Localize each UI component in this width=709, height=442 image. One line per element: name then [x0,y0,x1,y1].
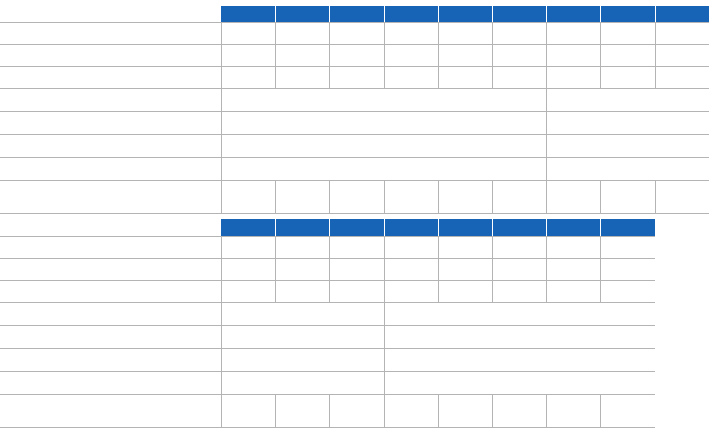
value-cell [655,22,709,44]
value-cell [384,258,438,280]
value-cell [492,280,546,302]
model-header-cell [275,6,329,22]
grid-line [221,258,222,280]
row-label [0,236,170,258]
grid-line [329,6,330,22]
merged-value-cell [221,88,546,111]
model-header-cell [655,6,709,22]
row-label [0,371,170,394]
grid-line [221,325,222,348]
value-cell [600,394,654,427]
value-cell [438,22,492,44]
row-label [0,258,170,280]
merged-value-cell [221,325,384,348]
grid-line [221,22,222,44]
value-cell [492,394,546,427]
value-cell [221,66,275,88]
merged-value-cell [221,111,546,134]
value-cell [546,22,600,44]
unit-cell [170,348,221,371]
model-header-cell [275,219,329,236]
grid-line [221,280,222,302]
row-label [0,134,170,157]
grid-line [221,302,222,325]
grid-line [221,134,222,157]
value-cell [438,180,492,213]
value-cell [546,66,600,88]
merged-value-cell [546,134,709,157]
model-header-cell [329,219,383,236]
grid-line [384,6,385,22]
grid-line [221,66,222,88]
value-cell [546,180,600,213]
value-cell [384,280,438,302]
grid-line [221,180,222,213]
unit-cell [170,371,221,394]
model-header-cell [546,6,600,22]
merged-value-cell [221,302,384,325]
row-label [0,22,170,44]
unit-cell [170,111,221,134]
grid-line [329,219,330,236]
merged-value-cell [221,348,384,371]
model-header-cell [384,6,438,22]
grid-line [221,44,222,66]
value-cell [221,44,275,66]
value-cell [492,180,546,213]
model-header-cell [546,219,600,236]
value-cell [492,22,546,44]
row-label [0,66,170,88]
value-cell [329,22,383,44]
unit-cell [170,394,221,427]
value-cell [492,258,546,280]
value-cell [329,236,383,258]
model-header-cell [221,219,275,236]
grid-line [221,371,222,394]
grid-line [221,157,222,180]
row-label [0,394,170,427]
unit-cell [170,258,221,280]
value-cell [329,44,383,66]
value-cell [221,258,275,280]
model-header-cell [600,219,654,236]
value-cell [600,236,654,258]
unit-cell [170,180,221,213]
value-cell [221,236,275,258]
value-cell [384,22,438,44]
value-cell [329,258,383,280]
grid-line [0,427,655,428]
value-cell [546,236,600,258]
merged-value-cell [384,325,655,348]
value-cell [492,44,546,66]
value-cell [546,258,600,280]
value-cell [438,258,492,280]
row-label [0,88,170,111]
grid-line [0,22,709,23]
grid-line [221,111,222,134]
value-cell [329,66,383,88]
merged-value-cell [221,157,546,180]
model-header-cell [438,6,492,22]
grid-line [275,219,276,236]
value-cell [546,280,600,302]
unit-cell [170,236,221,258]
value-cell [600,66,654,88]
grid-line [546,6,547,22]
value-cell [384,236,438,258]
unit-cell [170,134,221,157]
merged-value-cell [384,302,655,325]
merged-value-cell [221,134,546,157]
row-label [0,302,170,325]
merged-value-cell [546,88,709,111]
model-header-cell [600,6,654,22]
value-cell [655,180,709,213]
value-cell [221,280,275,302]
model-header-cell [492,219,546,236]
unit-cell [170,44,221,66]
value-cell [600,44,654,66]
grid-line [546,219,547,236]
grid-line [221,236,222,258]
merged-value-cell [546,111,709,134]
value-cell [384,44,438,66]
value-cell [275,394,329,427]
grid-line [221,88,222,111]
value-cell [221,394,275,427]
value-cell [384,180,438,213]
grid-line [600,219,601,236]
merged-value-cell [384,348,655,371]
value-cell [655,44,709,66]
row-label [0,44,170,66]
row-label [0,180,170,213]
value-cell [492,236,546,258]
value-cell [492,66,546,88]
merged-value-cell [546,157,709,180]
value-cell [600,22,654,44]
value-cell [655,66,709,88]
model-header-cell [221,6,275,22]
value-cell [221,180,275,213]
grid-line [655,6,656,22]
grid-line [0,236,655,237]
value-cell [275,180,329,213]
value-cell [546,394,600,427]
row-label [0,111,170,134]
unit-cell [170,325,221,348]
grid-line [221,348,222,371]
grid-line [600,6,601,22]
value-cell [275,258,329,280]
unit-cell [170,66,221,88]
value-cell [546,44,600,66]
unit-cell [170,157,221,180]
value-cell [329,394,383,427]
row-label [0,157,170,180]
unit-cell [170,280,221,302]
value-cell [275,280,329,302]
value-cell [438,394,492,427]
value-cell [438,280,492,302]
row-label [0,280,170,302]
value-cell [329,180,383,213]
grid-line [438,219,439,236]
value-cell [329,280,383,302]
value-cell [275,44,329,66]
model-header-cell [492,6,546,22]
grid-line [275,6,276,22]
grid-line [221,394,222,427]
value-cell [384,66,438,88]
value-cell [384,394,438,427]
merged-value-cell [384,371,655,394]
value-cell [600,280,654,302]
value-cell [438,236,492,258]
model-header-cell [329,6,383,22]
unit-cell [170,88,221,111]
value-cell [221,22,275,44]
grid-line [438,6,439,22]
value-cell [600,258,654,280]
value-cell [438,44,492,66]
value-cell [438,66,492,88]
value-cell [600,180,654,213]
grid-line [492,219,493,236]
value-cell [275,66,329,88]
value-cell [275,236,329,258]
value-cell [275,22,329,44]
row-label [0,348,170,371]
merged-value-cell [221,371,384,394]
model-header-cell [438,219,492,236]
grid-line [0,213,709,214]
model-header-cell [384,219,438,236]
grid-line [384,219,385,236]
row-label [0,325,170,348]
unit-cell [170,22,221,44]
unit-cell [170,302,221,325]
grid-line [492,6,493,22]
